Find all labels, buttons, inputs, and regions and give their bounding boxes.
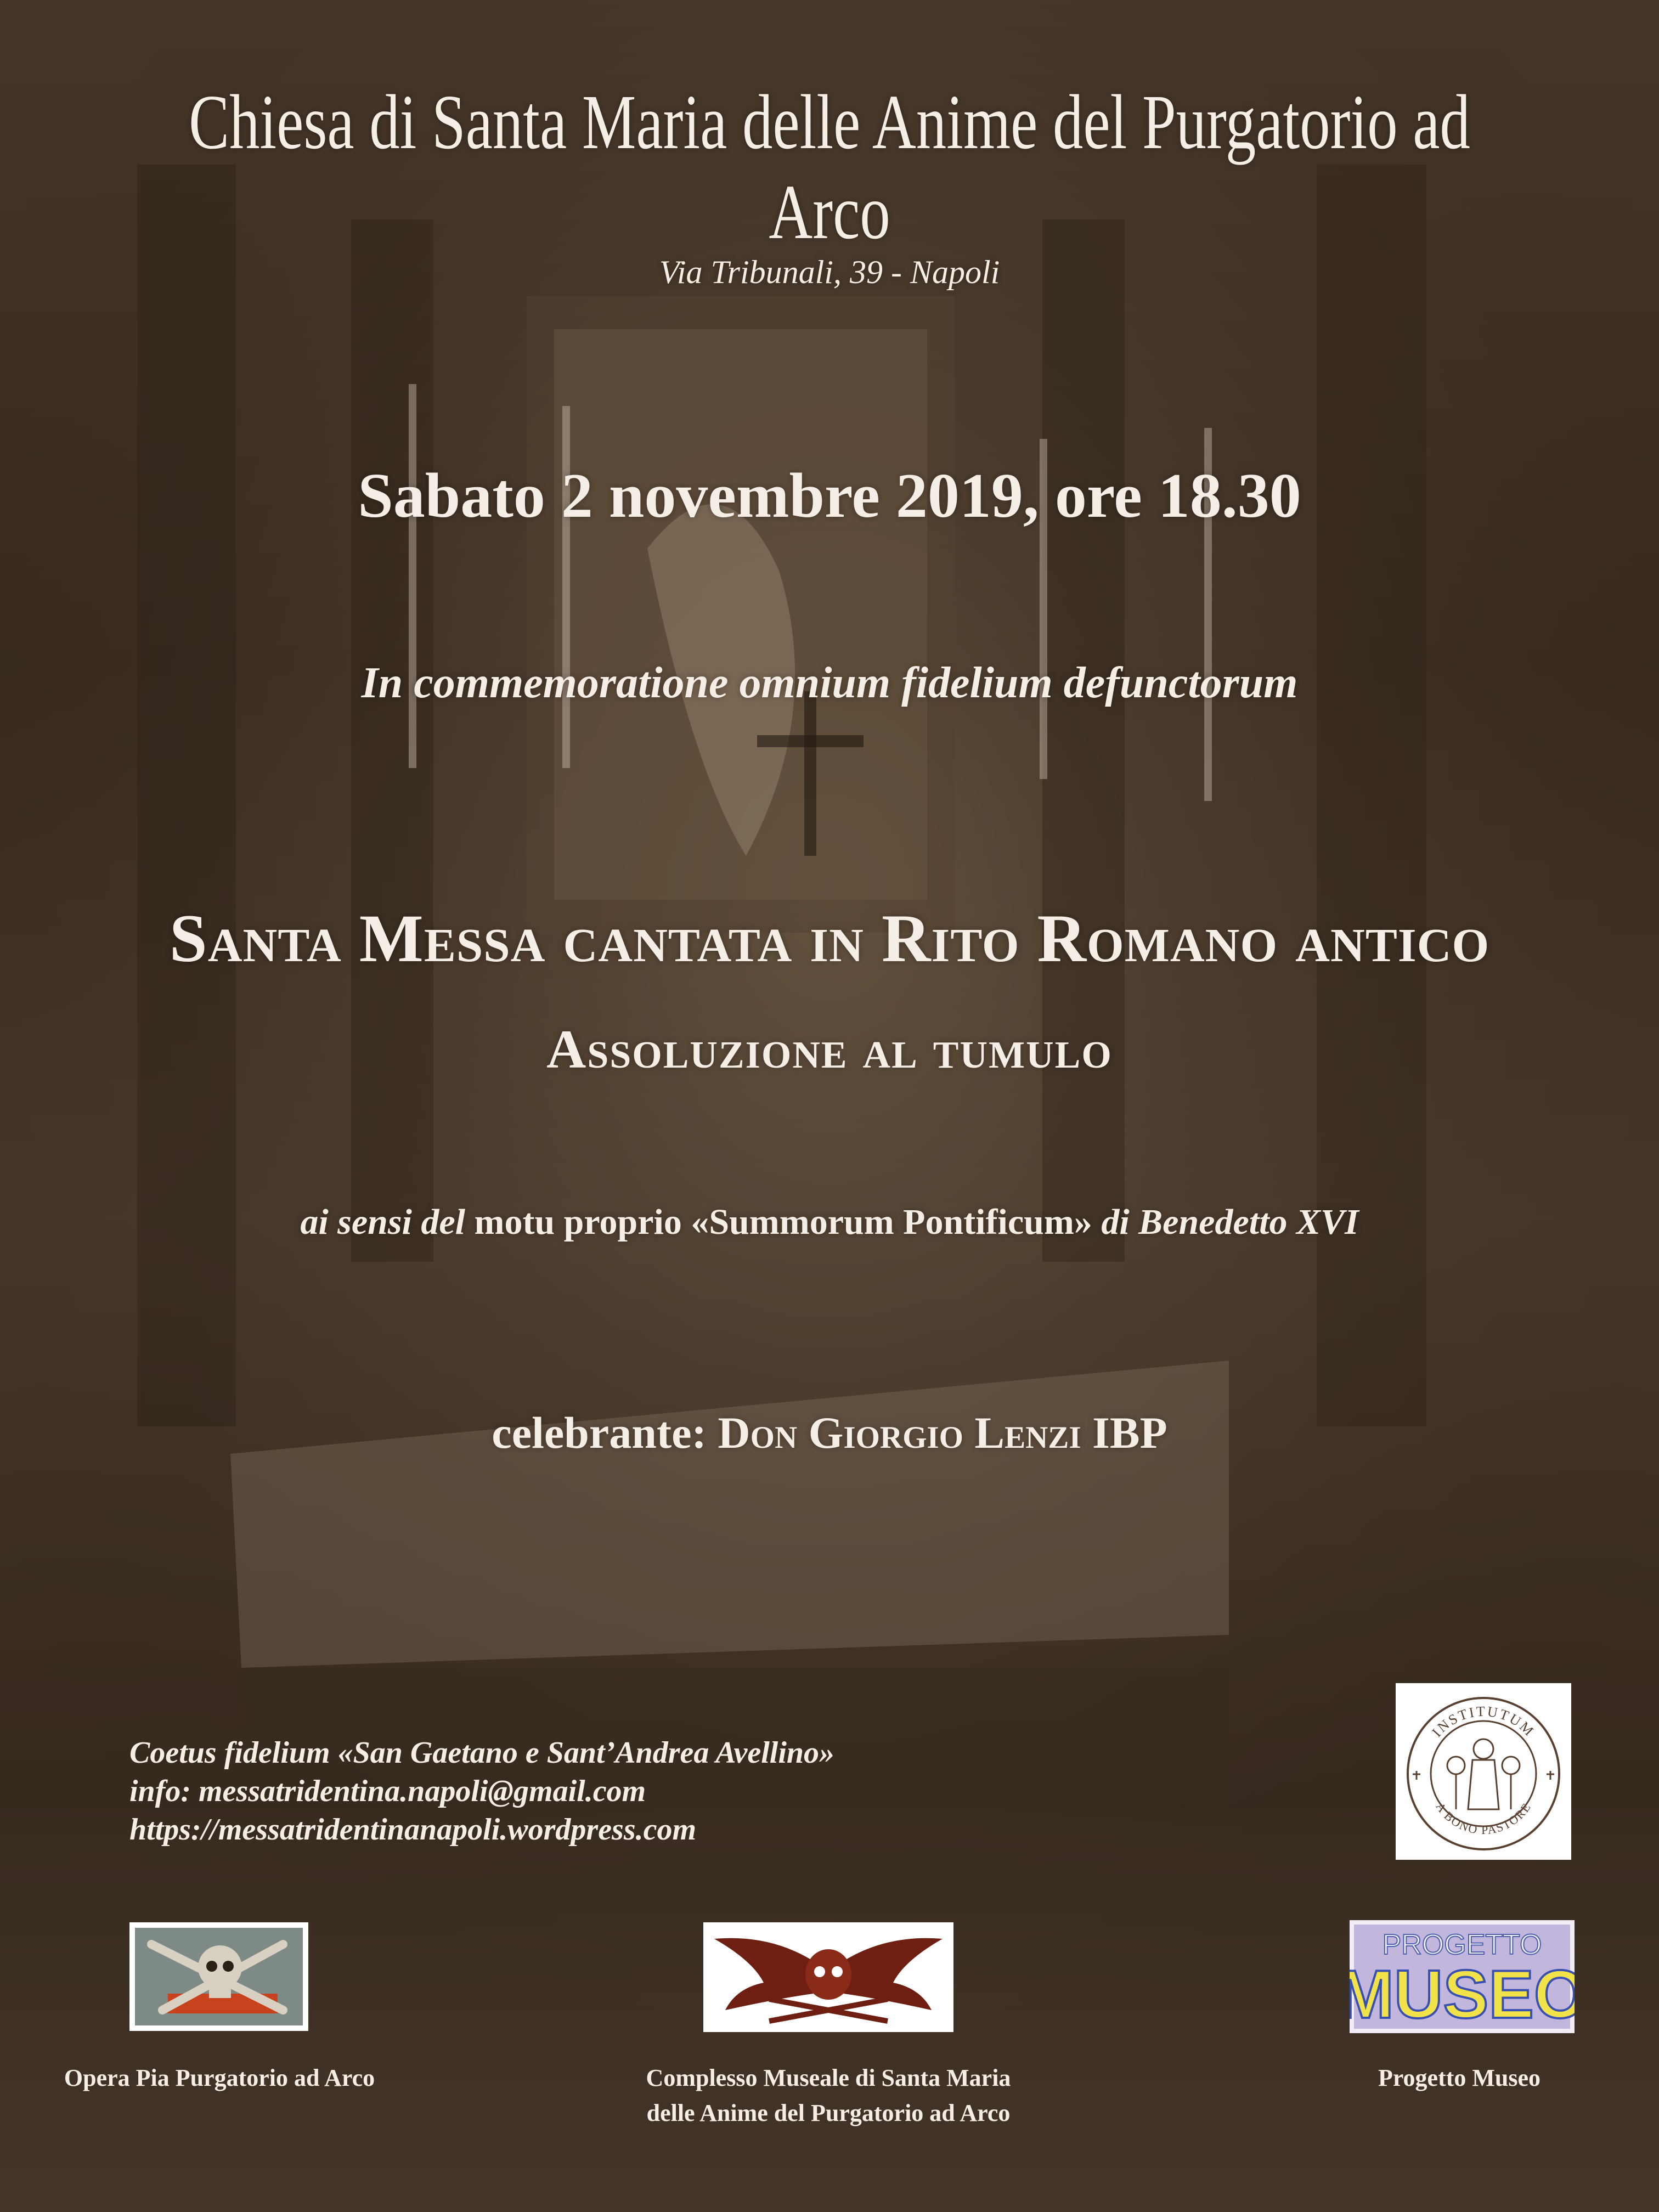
progetto-word: PROGETTO bbox=[1382, 1929, 1542, 1961]
opera-pia-logo bbox=[129, 1922, 308, 2031]
winged-skull-icon bbox=[703, 1922, 953, 2032]
institutum-bono-pastore-logo bbox=[1396, 1683, 1571, 1860]
celebrant-line bbox=[0, 1407, 1659, 1459]
svg-text:A BONO PASTORE bbox=[1433, 1800, 1533, 1837]
celebrant-name: Don Giorgio Lenzi IBP bbox=[718, 1408, 1167, 1458]
opera-pia-caption: Opera Pia Purgatorio ad Arco bbox=[64, 2064, 375, 2091]
motu-middle: motu proprio «Summorum Pontificum» bbox=[474, 1202, 1092, 1242]
museo-word: MUSEO bbox=[1350, 1957, 1575, 2033]
progetto-museo-logo bbox=[1350, 1920, 1575, 2033]
seal-bottom-text: A BONO PASTORE bbox=[1433, 1799, 1534, 1837]
complesso-caption-line1: Complesso Museale di Santa Maria bbox=[646, 2064, 1011, 2091]
contacts-email: info: messatridentina.napoli@gmail.com bbox=[129, 1774, 646, 1808]
contacts-block bbox=[129, 1734, 834, 1849]
contacts-group: Coetus fidelium «San Gaetano e Sant’Andrea Avellino» bbox=[129, 1736, 835, 1770]
seal-top-text: INSTITUTUM bbox=[1429, 1703, 1538, 1740]
motu-pope: Benedetto XVI bbox=[1138, 1202, 1359, 1242]
church-address: Via Tribunali, 39 - Napoli bbox=[659, 254, 1000, 290]
progetto-museo-caption: Progetto Museo bbox=[1378, 2064, 1541, 2091]
event-date-time: Sabato 2 novembre 2019, ore 18.30 bbox=[358, 461, 1301, 531]
complesso-museale-logo bbox=[703, 1922, 953, 2032]
progetto-museo-wordmark bbox=[1350, 1920, 1575, 2033]
absolution-subtitle: Assoluzione al tumulo bbox=[546, 1019, 1113, 1080]
complesso-caption-line2: delle Anime del Purgatorio ad Arco bbox=[646, 2100, 1011, 2126]
mass-title: Santa Messa cantata in Rito Romano antico bbox=[169, 901, 1490, 976]
commemoration-line: In commemoratione omnium fidelium defunctorum bbox=[361, 659, 1298, 707]
motu-di: di bbox=[1101, 1202, 1130, 1242]
seal-icon bbox=[1396, 1683, 1571, 1860]
contacts-website: https://messatridentinanapoli.wordpress.com bbox=[129, 1813, 697, 1847]
skull-crossbones-icon bbox=[129, 1922, 308, 2031]
celebrant-label: celebrante: bbox=[492, 1408, 707, 1458]
church-title: Chiesa di Santa Maria delle Anime del Purgatorio ad Arco bbox=[189, 78, 1470, 255]
complesso-museale-caption bbox=[582, 2061, 1075, 2131]
motu-proprio-line bbox=[0, 1201, 1659, 1243]
motu-prefix: ai sensi del bbox=[300, 1202, 466, 1242]
